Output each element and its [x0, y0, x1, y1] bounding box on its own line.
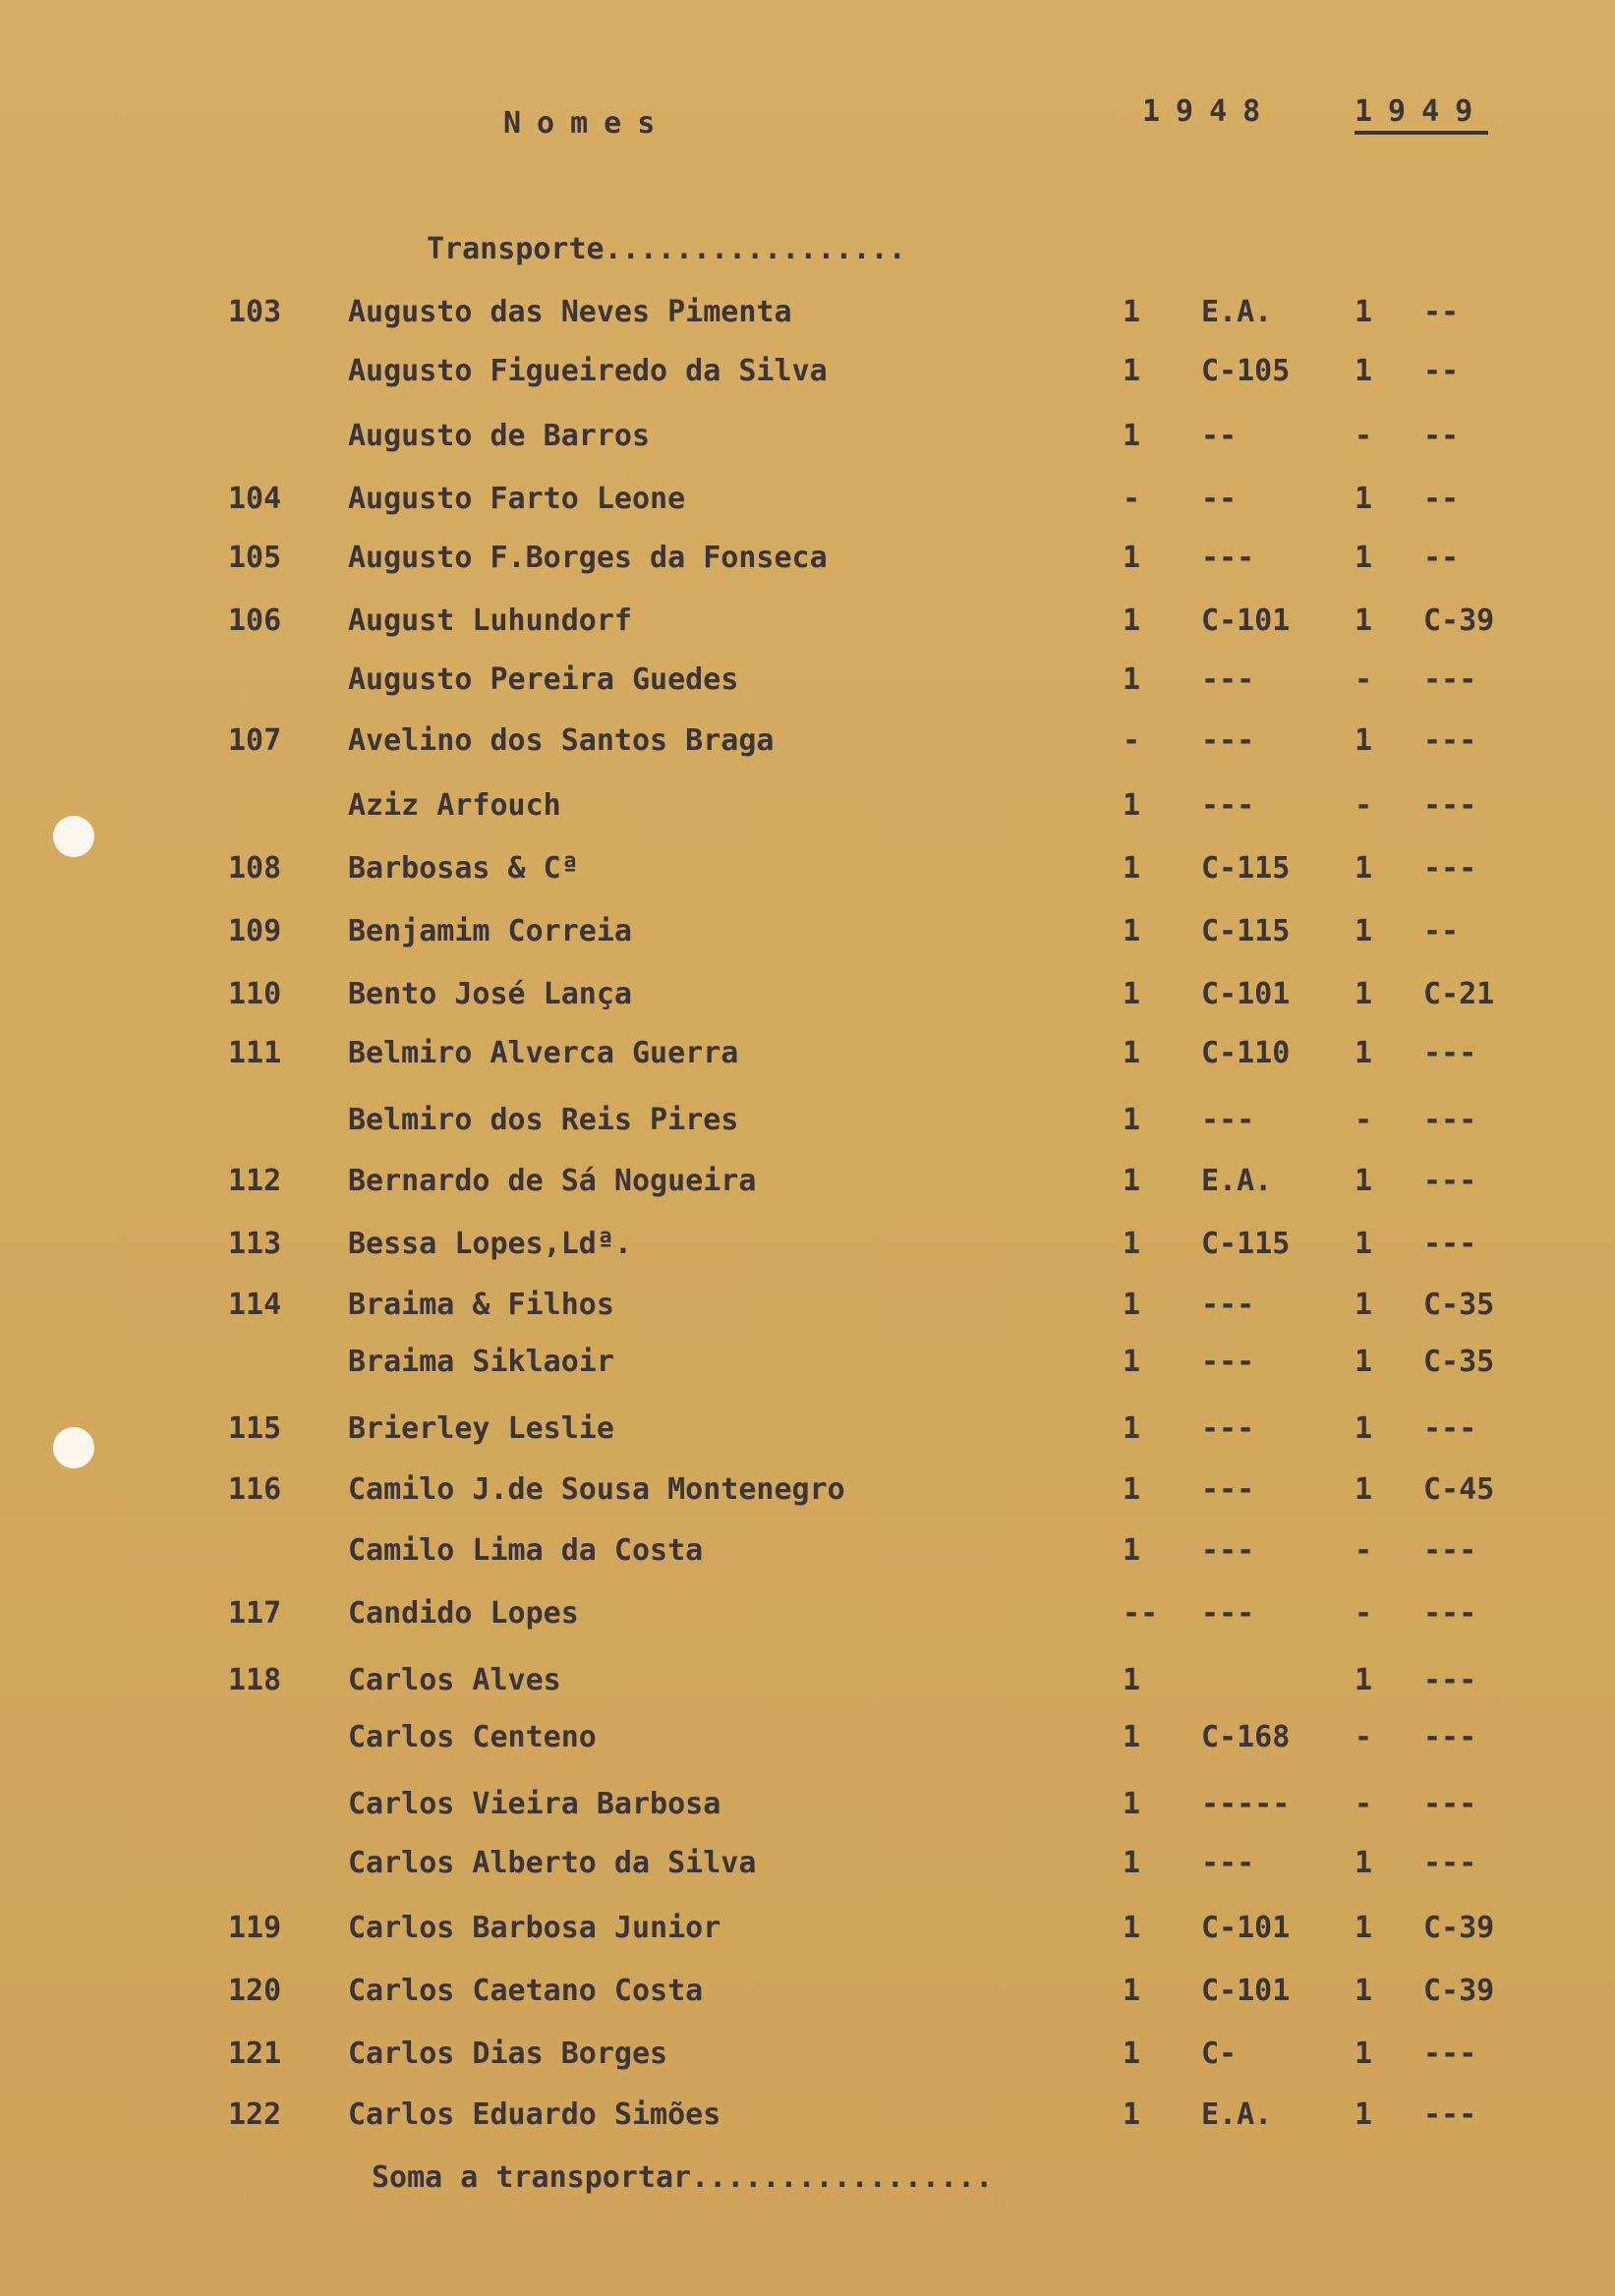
entry-number: 112 [228, 1164, 282, 1198]
ref-1948: E.A. [1201, 2097, 1273, 2132]
count-1949: 1 [1355, 1411, 1373, 1446]
ref-1948: C-101 [1201, 1911, 1291, 1945]
count-1948: 1 [1123, 295, 1141, 329]
ref-1948: C-101 [1201, 1974, 1291, 2008]
ledger-row [0, 1974, 1615, 2017]
entry-name: Carlos Dias Borges [348, 2037, 668, 2071]
ledger-row [0, 1036, 1615, 1079]
entry-name: Benjamim Correia [348, 914, 632, 948]
entry-name: Carlos Alves [348, 1663, 561, 1697]
ref-1948: C-115 [1201, 1227, 1291, 1261]
count-1948: 1 [1123, 1472, 1141, 1507]
ref-1948: --- [1201, 662, 1255, 697]
ref-1949: --- [1423, 1596, 1477, 1631]
ref-1949: C-39 [1423, 1974, 1495, 2008]
entry-name: Candido Lopes [348, 1596, 579, 1631]
entry-number: 105 [228, 541, 282, 575]
count-1948: 1 [1123, 1036, 1141, 1070]
count-1948: 1 [1123, 1911, 1141, 1945]
ref-1949: --- [1423, 1720, 1477, 1754]
count-1948: 1 [1123, 1164, 1141, 1198]
entry-number: 110 [228, 977, 282, 1011]
entry-name: Carlos Caetano Costa [348, 1974, 704, 2008]
ledger-row [0, 788, 1615, 832]
ledger-row [0, 723, 1615, 767]
count-1949: 1 [1355, 1846, 1373, 1880]
ref-1949: C-45 [1423, 1472, 1495, 1507]
ref-1948: C-115 [1201, 851, 1291, 886]
count-1948: 1 [1123, 977, 1141, 1011]
count-1948: -- [1123, 1596, 1159, 1631]
entry-number: 113 [228, 1227, 282, 1261]
entry-number: 117 [228, 1596, 282, 1631]
count-1948: 1 [1123, 1663, 1141, 1697]
ledger-row [0, 1164, 1615, 1207]
count-1948: 1 [1123, 1345, 1141, 1379]
entry-number: 109 [228, 914, 282, 948]
count-1948: 1 [1123, 788, 1141, 823]
ref-1949: -- [1423, 914, 1460, 948]
count-1949: - [1355, 419, 1373, 453]
ref-1948: -- [1201, 482, 1238, 516]
ledger-row [0, 1472, 1615, 1516]
entry-number: 121 [228, 2037, 282, 2071]
count-1949: - [1355, 1596, 1373, 1631]
ref-1948: -- [1201, 419, 1238, 453]
ref-1949: --- [1423, 1036, 1477, 1070]
count-1949: 1 [1355, 1974, 1373, 2008]
ledger-row [0, 419, 1615, 462]
ref-1948: ----- [1201, 1787, 1291, 1821]
ref-1949: --- [1423, 2037, 1477, 2071]
count-1949: 1 [1355, 1288, 1373, 1322]
entry-number: 106 [228, 603, 282, 638]
ledger-row [0, 2037, 1615, 2080]
ref-1949: C-35 [1423, 1345, 1495, 1379]
count-1948: 1 [1123, 1288, 1141, 1322]
count-1949: 1 [1355, 723, 1373, 758]
ref-1949: --- [1423, 1846, 1477, 1880]
ref-1948: C-101 [1201, 603, 1291, 638]
ref-1948: C- [1201, 2037, 1238, 2071]
ref-1948: --- [1201, 723, 1255, 758]
ref-1948: --- [1201, 1345, 1255, 1379]
entry-number: 122 [228, 2097, 282, 2132]
count-1949: 1 [1355, 1345, 1373, 1379]
count-1948: 1 [1123, 603, 1141, 638]
entry-name: Camilo J.de Sousa Montenegro [348, 1472, 845, 1507]
ref-1949: --- [1423, 1164, 1477, 1198]
ref-1949: --- [1423, 1411, 1477, 1446]
entry-number: 111 [228, 1036, 282, 1070]
ref-1949: C-39 [1423, 1911, 1495, 1945]
count-1948: 1 [1123, 541, 1141, 575]
entry-name: Carlos Eduardo Simões [348, 2097, 721, 2132]
ref-1948: C-115 [1201, 914, 1291, 948]
year-1949-header: 1949 [1355, 94, 1488, 135]
entry-number: 115 [228, 1411, 282, 1446]
ref-1948: --- [1201, 788, 1255, 823]
count-1949: 1 [1355, 1911, 1373, 1945]
entry-number: 120 [228, 1974, 282, 2008]
ledger-row [0, 1663, 1615, 1706]
ref-1949: --- [1423, 851, 1477, 886]
entry-name: Braima & Filhos [348, 1288, 614, 1322]
ref-1948: --- [1201, 1533, 1255, 1568]
ref-1949: --- [1423, 723, 1477, 758]
entry-number: 119 [228, 1911, 282, 1945]
count-1949: - [1355, 662, 1373, 697]
count-1949: 1 [1355, 354, 1373, 388]
entry-name: Avelino dos Santos Braga [348, 723, 775, 758]
count-1949: 1 [1355, 1036, 1373, 1070]
ref-1949: -- [1423, 482, 1460, 516]
entry-name: August Luhundorf [348, 603, 632, 638]
entry-name: Augusto Pereira Guedes [348, 662, 739, 697]
count-1948: 1 [1123, 1227, 1141, 1261]
count-1949: 1 [1355, 1663, 1373, 1697]
year-1948-header: 1948 [1142, 94, 1277, 129]
ref-1949: --- [1423, 788, 1477, 823]
soma-a-transportar: Soma a transportar................. [372, 2160, 994, 2195]
ref-1949: -- [1423, 419, 1460, 453]
ledger-row [0, 914, 1615, 957]
ref-1949: --- [1423, 1103, 1477, 1137]
entry-number: 116 [228, 1472, 282, 1507]
names-header: Nomes [503, 106, 671, 141]
ref-1949: C-39 [1423, 603, 1495, 638]
count-1949: 1 [1355, 1164, 1373, 1198]
entry-number: 107 [228, 723, 282, 758]
ledger-row [0, 1411, 1615, 1455]
count-1948: 1 [1123, 1787, 1141, 1821]
count-1948: 1 [1123, 354, 1141, 388]
entry-number: 104 [228, 482, 282, 516]
entry-name: Augusto das Neves Pimenta [348, 295, 792, 329]
count-1949: 1 [1355, 482, 1373, 516]
entry-number: 103 [228, 295, 282, 329]
ref-1948: --- [1201, 1411, 1255, 1446]
entry-number: 118 [228, 1663, 282, 1697]
ref-1948: --- [1201, 1846, 1255, 1880]
ledger-row [0, 354, 1615, 397]
ref-1949: --- [1423, 1227, 1477, 1261]
count-1949: 1 [1355, 914, 1373, 948]
ref-1949: C-21 [1423, 977, 1495, 1011]
count-1948: 1 [1123, 1411, 1141, 1446]
transporte-line: Transporte................. [427, 232, 906, 266]
ledger-row [0, 1533, 1615, 1577]
ref-1949: --- [1423, 2097, 1477, 2132]
ledger-row [0, 851, 1615, 894]
count-1948: - [1123, 482, 1141, 516]
ref-1948: --- [1201, 1288, 1255, 1322]
count-1948: 1 [1123, 1103, 1141, 1137]
entry-name: Barbosas & Cª [348, 851, 579, 886]
ledger-row [0, 541, 1615, 584]
ref-1949: --- [1423, 1663, 1477, 1697]
entry-name: Carlos Alberto da Silva [348, 1846, 757, 1880]
ref-1949: -- [1423, 541, 1460, 575]
ref-1949: C-35 [1423, 1288, 1495, 1322]
entry-name: Augusto de Barros [348, 419, 651, 453]
count-1949: 1 [1355, 977, 1373, 1011]
count-1948: 1 [1123, 662, 1141, 697]
count-1949: - [1355, 1103, 1373, 1137]
ref-1948: --- [1201, 1596, 1255, 1631]
ref-1948: C-105 [1201, 354, 1291, 388]
ledger-row [0, 1720, 1615, 1763]
count-1949: 1 [1355, 1227, 1373, 1261]
ref-1949: --- [1423, 662, 1477, 697]
ledger-row [0, 1288, 1615, 1331]
ledger-row [0, 662, 1615, 706]
ledger-row [0, 1227, 1615, 1270]
ref-1948: --- [1201, 1472, 1255, 1507]
count-1949: 1 [1355, 1472, 1373, 1507]
count-1949: - [1355, 1720, 1373, 1754]
ledger-row [0, 1345, 1615, 1388]
ledger-row [0, 1911, 1615, 1954]
ledger-row [0, 603, 1615, 647]
ref-1949: -- [1423, 354, 1460, 388]
count-1948: 1 [1123, 914, 1141, 948]
entry-name: Bernardo de Sá Nogueira [348, 1164, 757, 1198]
entry-name: Augusto Figueiredo da Silva [348, 354, 828, 388]
ref-1948: E.A. [1201, 295, 1273, 329]
ledger-row [0, 1787, 1615, 1830]
entry-name: Augusto F.Borges da Fonseca [348, 541, 828, 575]
count-1948: 1 [1123, 2097, 1141, 2132]
ledger-row [0, 295, 1615, 338]
ledger-row [0, 1596, 1615, 1639]
ref-1948: C-101 [1201, 977, 1291, 1011]
entry-name: Bessa Lopes,Ldª. [348, 1227, 632, 1261]
entry-name: Camilo Lima da Costa [348, 1533, 704, 1568]
count-1948: - [1123, 723, 1141, 758]
entry-name: Belmiro Alverca Guerra [348, 1036, 739, 1070]
entry-name: Carlos Centeno [348, 1720, 597, 1754]
entry-name: Augusto Farto Leone [348, 482, 686, 516]
count-1948: 1 [1123, 2037, 1141, 2071]
count-1949: - [1355, 1787, 1373, 1821]
entry-name: Brierley Leslie [348, 1411, 614, 1446]
count-1948: 1 [1123, 1846, 1141, 1880]
entry-name: Carlos Vieira Barbosa [348, 1787, 721, 1821]
count-1949: 1 [1355, 295, 1373, 329]
ref-1948: C-168 [1201, 1720, 1291, 1754]
count-1948: 1 [1123, 1974, 1141, 2008]
ref-1948: C-110 [1201, 1036, 1291, 1070]
entry-name: Braima Siklaoir [348, 1345, 614, 1379]
ledger-row [0, 977, 1615, 1020]
count-1949: - [1355, 788, 1373, 823]
count-1949: 1 [1355, 2097, 1373, 2132]
count-1948: 1 [1123, 1533, 1141, 1568]
entry-name: Bento José Lança [348, 977, 632, 1011]
entry-number: 108 [228, 851, 282, 886]
count-1949: - [1355, 1533, 1373, 1568]
ref-1948: --- [1201, 541, 1255, 575]
count-1948: 1 [1123, 1720, 1141, 1754]
count-1948: 1 [1123, 851, 1141, 886]
count-1949: 1 [1355, 603, 1373, 638]
count-1949: 1 [1355, 851, 1373, 886]
ref-1948: --- [1201, 1103, 1255, 1137]
ledger-row [0, 1846, 1615, 1889]
ledger-row [0, 1103, 1615, 1146]
entry-name: Belmiro dos Reis Pires [348, 1103, 739, 1137]
ref-1949: --- [1423, 1533, 1477, 1568]
entry-name: Aziz Arfouch [348, 788, 561, 823]
ref-1949: --- [1423, 1787, 1477, 1821]
entry-name: Carlos Barbosa Junior [348, 1911, 721, 1945]
ref-1948: E.A. [1201, 1164, 1273, 1198]
ledger-row [0, 2097, 1615, 2141]
count-1949: 1 [1355, 541, 1373, 575]
ledger-row [0, 482, 1615, 525]
count-1948: 1 [1123, 419, 1141, 453]
entry-number: 114 [228, 1288, 282, 1322]
count-1949: 1 [1355, 2037, 1373, 2071]
ref-1949: -- [1423, 295, 1460, 329]
